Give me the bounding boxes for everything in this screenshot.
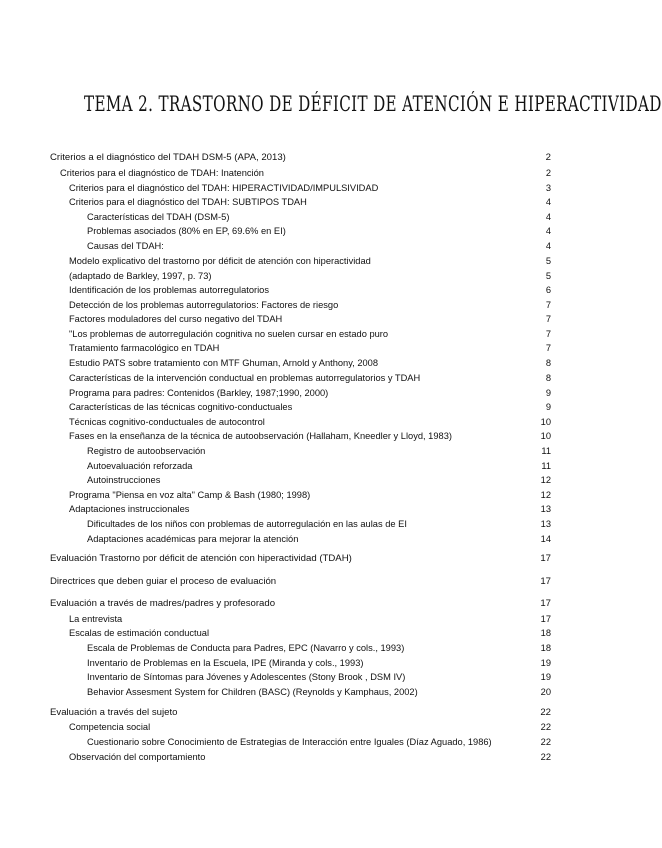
toc-entry[interactable] (87, 239, 551, 253)
toc-entry[interactable] (69, 269, 551, 283)
toc-entry-page: 11 (541, 446, 551, 456)
toc-entry-page: 8 (545, 373, 551, 383)
toc-entry[interactable] (69, 750, 551, 764)
toc-entry-page: 19 (540, 658, 551, 668)
toc-entry-text: Características del TDAH (DSM-5) (87, 212, 230, 222)
toc-entry[interactable] (69, 720, 551, 734)
toc-entry-text: Escalas de estimación conductual (69, 628, 210, 638)
toc-entry-page: 7 (545, 343, 551, 353)
toc-entry-text: Behavior Assesment System for Children (BASC) (Reynolds y Kamphaus, 2002) (87, 687, 418, 697)
toc-entry-text: Causas del TDAH: (87, 241, 164, 251)
toc-entry-text: Inventario de Síntomas para Jóvenes y Adolescentes (Stony Brook , DSM IV) (87, 672, 406, 682)
toc-entry[interactable] (69, 356, 551, 370)
toc-entry[interactable] (87, 735, 551, 749)
toc-entry-text: Criterios para el diagnóstico del TDAH: SUBTIPOS TDAH (69, 197, 307, 207)
toc-entry-page: 11 (541, 461, 551, 471)
toc-entry-page: 9 (545, 402, 551, 412)
toc-entry[interactable] (69, 298, 551, 312)
toc-entry[interactable] (87, 444, 551, 458)
toc-entry-page: 5 (545, 256, 551, 266)
toc-entry[interactable] (69, 415, 551, 429)
toc-entry[interactable] (87, 641, 551, 655)
toc-entry-text: Fases en la enseñanza de la técnica de autoobservación (Hallaham, Kneedler y Lloyd, 1983) (69, 431, 452, 441)
toc-entry-text: Criterios para el diagnóstico de TDAH: Inatención (60, 168, 264, 178)
toc-entry-page: 10 (540, 431, 551, 441)
toc-entry[interactable] (50, 552, 551, 566)
toc-entry-text: (adaptado de Barkley, 1997, p. 73) (69, 271, 212, 281)
document-title: TEMA 2. TRASTORNO DE DÉFICIT DE ATENCIÓN E HIPERACTIVIDAD (83, 92, 662, 116)
toc-entry-text: Inventario de Problemas en la Escuela, IPE (Miranda y cols., 1993) (87, 658, 364, 668)
toc-entry[interactable] (87, 459, 551, 473)
toc-entry-page: 19 (540, 672, 551, 682)
toc-entry[interactable] (69, 626, 551, 640)
toc-entry-text: "Los problemas de autorregulación cognitiva no suelen cursar en estado puro (69, 329, 389, 339)
toc-entry-page: 4 (545, 197, 551, 207)
toc-entry-text: Características de la intervención conductual en problemas autorregulatorios y TDAH (69, 373, 421, 383)
toc-entry-page: 4 (545, 212, 551, 222)
toc-entry-text: Directrices que deben guiar el proceso de evaluación (50, 576, 277, 587)
toc-entry[interactable] (50, 151, 551, 165)
toc-entry-text: Técnicas cognitivo-conductuales de autocontrol (69, 417, 265, 427)
toc-entry-text: Criterios a el diagnóstico del TDAH DSM-5 (APA, 2013) (50, 152, 286, 163)
toc-entry-text: Dificultades de los niños con problemas de autorregulación en las aulas de EI (87, 519, 407, 529)
toc-entry-text: Evaluación a través de madres/padres y profesorado (50, 598, 276, 609)
toc-entry[interactable] (69, 429, 551, 443)
toc-entry-page: 22 (540, 707, 551, 718)
toc-entry-text: Observación del comportamiento (69, 752, 206, 762)
toc-entry-text: Programa para padres: Contenidos (Barkley, 1987;1990, 2000) (69, 388, 329, 398)
toc-entry-page: 12 (540, 475, 551, 485)
toc-entry[interactable] (69, 386, 551, 400)
toc-entry-text: Estudio PATS sobre tratamiento con MTF Ghuman, Arnold y Anthony, 2008 (69, 358, 379, 368)
toc-entry-text: Identificación de los problemas autorregulatorios (69, 285, 269, 295)
toc-entry-text: Cuestionario sobre Conocimiento de Estrategias de Interacción entre Iguales (Díaz Aguado, 1986) (87, 737, 492, 747)
toc-entry[interactable] (50, 575, 551, 589)
toc-entry-page: 7 (545, 329, 551, 339)
toc-entry-page: 20 (540, 687, 551, 697)
toc-entry-page: 4 (545, 226, 551, 236)
toc-entry[interactable] (69, 612, 551, 626)
toc-entry-page: 22 (540, 722, 551, 732)
toc-entry-page: 10 (540, 417, 551, 427)
toc-entry-page: 17 (540, 614, 551, 624)
toc-entry-text: Criterios para el diagnóstico del TDAH: HIPERACTIVIDAD/IMPULSIVIDAD (69, 183, 379, 193)
toc-entry[interactable] (69, 254, 551, 268)
toc-entry-page: 2 (545, 152, 551, 163)
toc-entry-page: 18 (540, 643, 551, 653)
toc-entry[interactable] (87, 210, 551, 224)
toc-entry-page: 8 (545, 358, 551, 368)
toc-entry[interactable] (87, 224, 551, 238)
toc-entry[interactable] (69, 488, 551, 502)
toc-entry[interactable] (87, 473, 551, 487)
toc-entry-text: La entrevista (69, 614, 123, 624)
toc-entry-page: 22 (540, 737, 551, 747)
toc-entry-text: Escala de Problemas de Conducta para Padres, EPC (Navarro y cols., 1993) (87, 643, 405, 653)
toc-entry-page: 13 (540, 519, 551, 529)
toc-entry[interactable] (87, 685, 551, 699)
toc-entry-page: 22 (540, 752, 551, 762)
toc-entry-page: 12 (540, 490, 551, 500)
toc-entry-text: Problemas asociados (80% en EP, 69.6% en EI) (87, 226, 286, 236)
toc-entry-page: 6 (545, 285, 551, 295)
toc-entry[interactable] (69, 181, 551, 195)
toc-entry-page: 13 (540, 504, 551, 514)
toc-entry[interactable] (69, 400, 551, 414)
toc-entry[interactable] (87, 656, 551, 670)
toc-entry[interactable] (50, 706, 551, 720)
toc-entry-page: 17 (540, 598, 551, 609)
toc-entry[interactable] (69, 195, 551, 209)
toc-entry-page: 14 (540, 534, 551, 544)
toc-entry-text: Autoevaluación reforzada (87, 461, 193, 471)
toc-entry-text: Modelo explicativo del trastorno por déficit de atención con hiperactividad (69, 256, 371, 266)
toc-entry-text: Factores moduladores del curso negativo del TDAH (69, 314, 283, 324)
toc-entry-page: 7 (545, 300, 551, 310)
toc-entry-page: 5 (545, 271, 551, 281)
toc-entry-text: Adaptaciones instruccionales (69, 504, 190, 514)
toc-entry[interactable] (69, 312, 551, 326)
toc-entry-page: 3 (545, 183, 551, 193)
toc-entry-text: Competencia social (69, 722, 151, 732)
toc-entry-text: Características de las técnicas cognitivo-conductuales (69, 402, 293, 412)
toc-entry[interactable] (87, 670, 551, 684)
toc-entry[interactable] (87, 532, 551, 546)
toc-entry[interactable] (87, 517, 551, 531)
toc-entry-text: Adaptaciones académicas para mejorar la atención (87, 534, 299, 544)
toc-entry-page: 4 (545, 241, 551, 251)
toc-entry[interactable] (69, 327, 551, 341)
toc-entry-text: Evaluación a través del sujeto (50, 707, 178, 718)
toc-entry-page: 17 (540, 576, 551, 587)
toc-entry-text: Evaluación Trastorno por déficit de atención con hiperactividad (TDAH) (50, 553, 352, 564)
toc-entry[interactable] (69, 341, 551, 355)
toc-entry-page: 7 (545, 314, 551, 324)
toc-entry-text: Registro de autoobservación (87, 446, 206, 456)
toc-entry[interactable] (50, 597, 551, 611)
toc-entry-page: 18 (540, 628, 551, 638)
toc-entry[interactable] (69, 283, 551, 297)
toc-entry[interactable] (60, 166, 551, 180)
toc-entry-page: 17 (540, 553, 551, 564)
toc-entry-page: 9 (545, 388, 551, 398)
toc-entry[interactable] (69, 371, 551, 385)
toc-entry-text: Autoinstrucciones (87, 475, 161, 485)
toc-entry-text: Programa "Piensa en voz alta" Camp & Bash (1980; 1998) (69, 490, 311, 500)
toc-entry-page: 2 (545, 168, 551, 178)
toc-entry[interactable] (69, 502, 551, 516)
toc-entry-text: Tratamiento farmacológico en TDAH (69, 343, 220, 353)
toc-entry-text: Detección de los problemas autorregulatorios: Factores de riesgo (69, 300, 339, 310)
